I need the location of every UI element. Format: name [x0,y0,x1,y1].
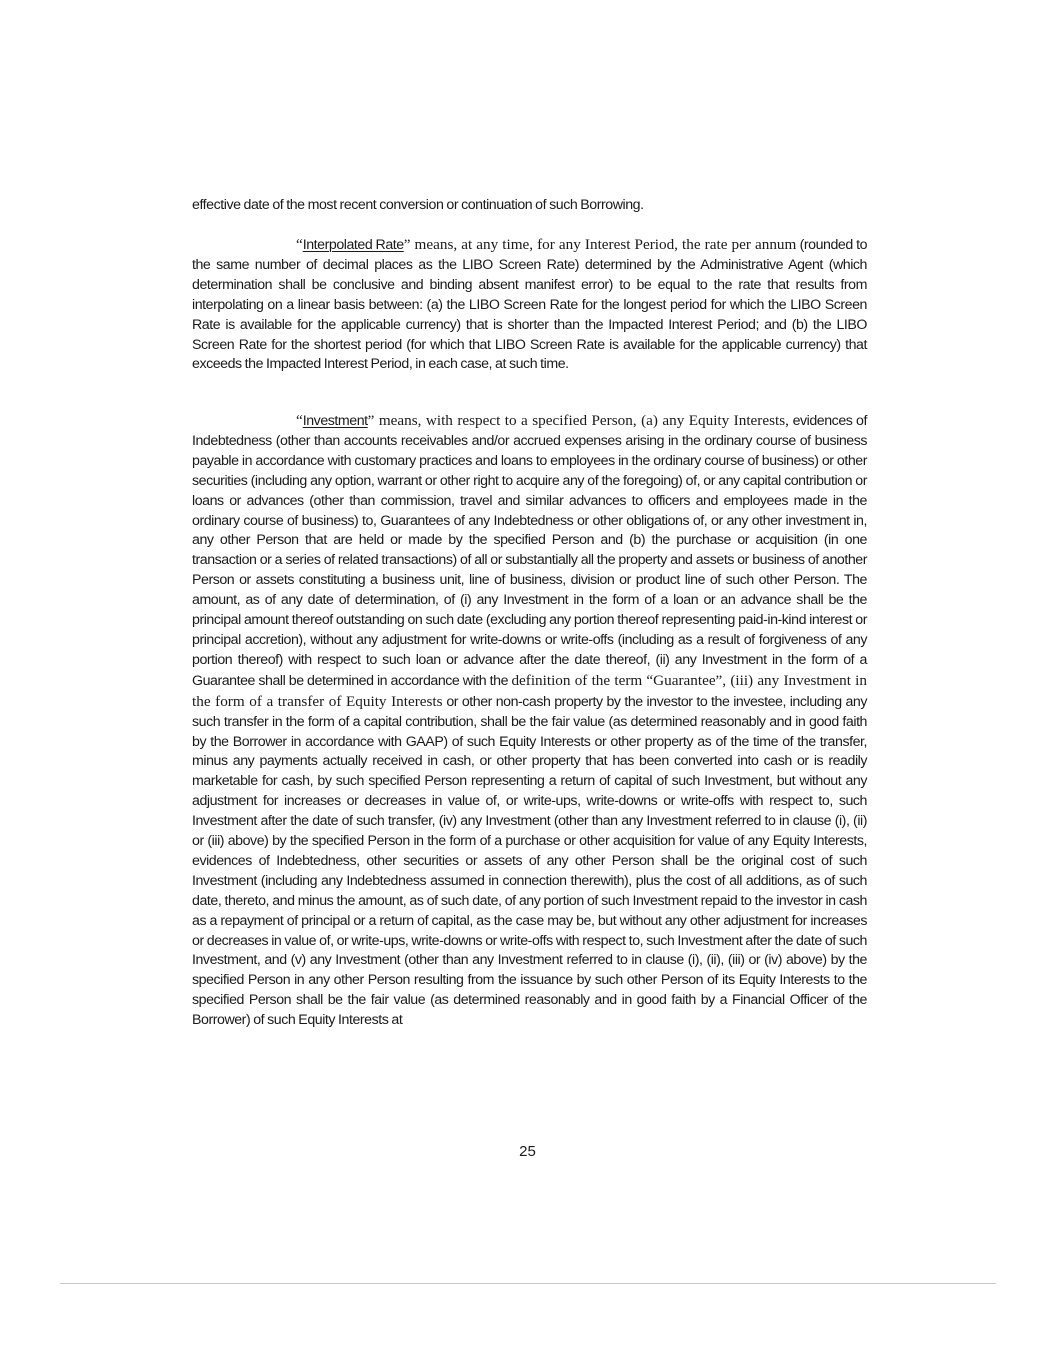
defined-term-interpolated-rate: Interpolated Rate [302,237,404,253]
definition-body-serif: definition of the term “Guarantee”, (iii) any Investment in the form of a transfer of Equity Interests [192,671,867,710]
continuation-text: effective date of the most recent conversion or continuation of such Borrowing. [192,197,644,213]
defined-term-investment: Investment [302,413,368,429]
definition-body-part1: evidences of Indebtedness (other than accounts receivables and/or accrued expenses arising in the ordinary course of business payable in accordance with customary practices and loans to employees in the ordinary course of business) or other securities (including any option, warrant or other right to acquire any of the foregoing) of, or any capital contribution or loans or advances (other than commission, travel and similar advances to officers and employees made in the ordinary course of business) to, Guarantees of any Indebtedness or other obligations of, or any other investment in, any other Person that are held or made by the specified Person and (b) the purchase or acquisition (in one transaction or a series of related transactions) of all or substantially all the property and assets or business of another Person or assets constituting a business unit, line of business, division or product line of such other Person. The amount, as of any date of determination, of (i) any Investment in the form of a loan or an advance shall be the principal amount thereof outstanding on such date (excluding any portion thereof representing paid-in-kind interest or principal accretion), without any adjustment for write-downs or write-offs (including as a result of forgiveness of any portion thereof) with respect to such loan or advance after the date thereof, (ii) any Investment in the form of a Guarantee shall be determined in accordance with the [192,413,867,689]
interpolated-rate-definition [192,235,867,375]
definition-lead: ” means, at any time, for any Interest Period, the rate per annum [403,236,797,253]
open-quote: “ [296,236,303,253]
page-number: 25 [519,1143,536,1160]
page-divider [60,1283,996,1284]
open-quote: “ [296,412,303,429]
investment-definition [192,411,867,1031]
definition-lead: ” means, with respect to a specified Person, (a) any Equity Interests, [367,412,789,429]
definition-body-part2: or other non-cash property by the investor to the investee, including any such transfer in the form of a capital contribution, shall be the fair value (as determined reasonably and in good faith by the Borrower in accordance with GAAP) of such Equity Interests or other property as of the time of the transfer, minus any payments actually received in cash, or other property that has been converted into cash or is readily marketable for cash, by such specified Person representing a return of capital of such Investment, but without any adjustment for increases or decreases in value of, or write-ups, write-downs or write-offs with respect to, such Investment after the date of such transfer, (iv) any Investment (other than any Investment referred to in clause (i), (ii) or (iii) above) by the specified Person in the form of a purchase or other acquisition for value of any Equity Interests, evidences of Indebtedness, other securities or assets of any other Person shall be the original cost of such Investment (including any Indebtedness assumed in connection therewith), plus the cost of all additions, as of such date, thereto, and minus the amount, as of such date, of any portion of such Investment repaid to the investor in cash as a repayment of principal or a return of capital, as the case may be, but without any other adjustment for increases or decreases in value of, or write-ups, write-downs or write-offs with respect to, such Investment after the date of such Investment, and (v) any Investment (other than any Investment referred to in clause (i), (ii), (iii) or (iv) above) by the specified Person in any other Person resulting from the issuance by such other Person of its Equity Interests to the specified Person shall be the fair value (as determined reasonably and in good faith by a Financial Officer of the Borrower) of such Equity Interests at [192,693,867,1029]
definition-body: (rounded to the same number of decimal places as the LIBO Screen Rate) determined by the Administrative Agent (which determination shall be conclusive and binding absent manifest error) to be equal to the rate that results from interpolating on a linear basis between: (a) the LIBO Screen Rate for the longest period for which the LIBO Screen Rate is available for the applicable currency) that is shorter than the Impacted Interest Period; and (b) the LIBO Screen Rate for the shortest period (for which that LIBO Screen Rate is available for the applicable currency) that exceeds the Impacted Interest Period, in each case, at such time. [192,237,868,373]
continuation-paragraph [192,196,867,216]
